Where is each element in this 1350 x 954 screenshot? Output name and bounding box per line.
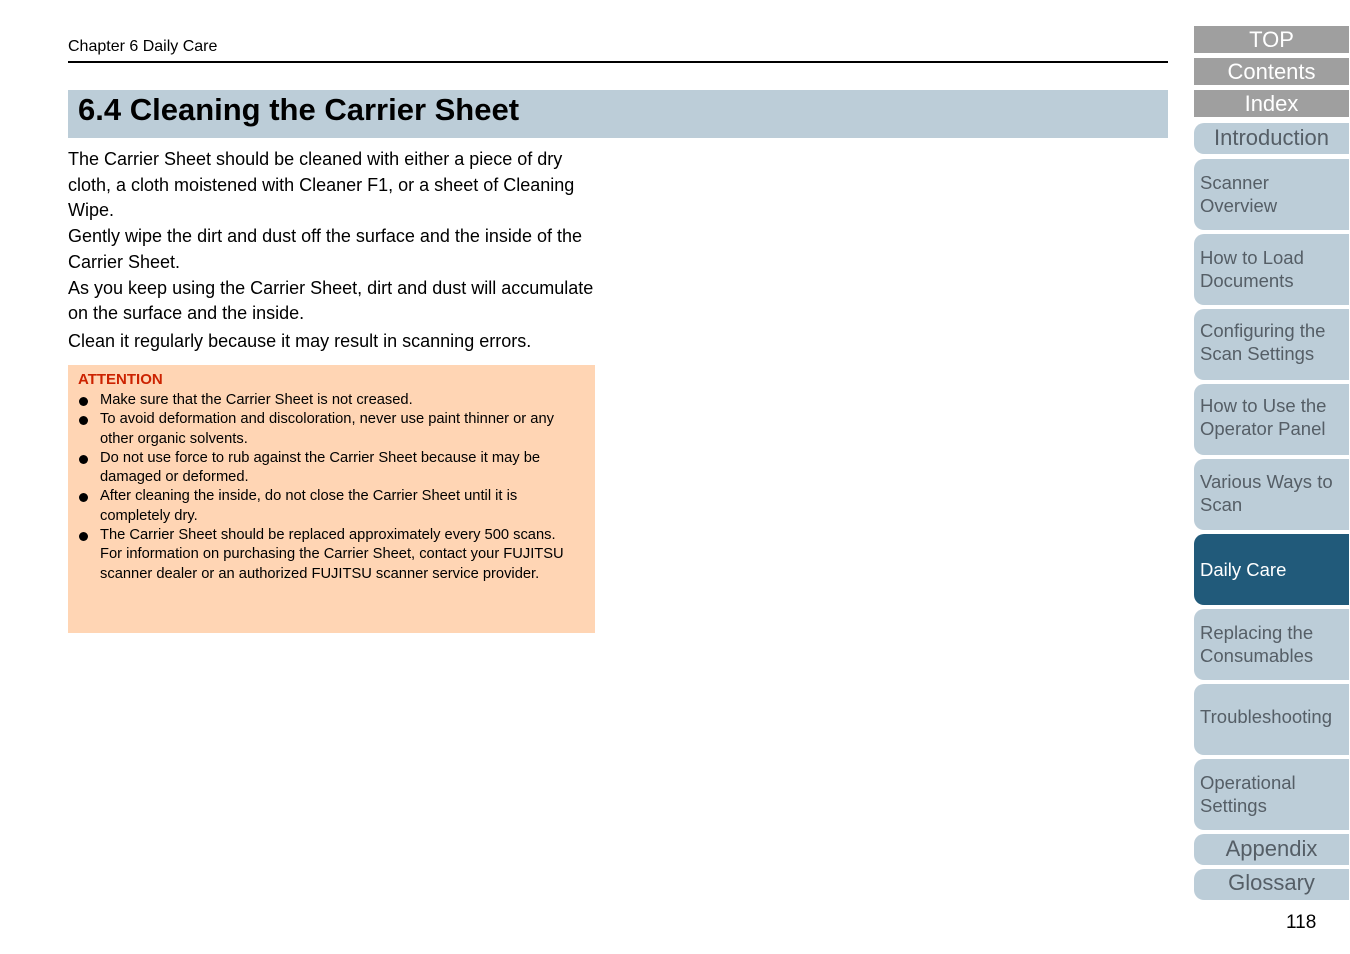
list-item <box>78 449 590 488</box>
body-paragraph: Clean it regularly because it may result in scanning errors. <box>68 330 532 351</box>
nav-tab-label: How to Load <box>1200 247 1304 268</box>
nav-contents-button[interactable]: Contents <box>1194 58 1349 85</box>
nav-tab-label: Scanner <box>1200 172 1269 193</box>
page-number: 118 <box>1286 912 1317 933</box>
nav-tab-operator-panel[interactable] <box>1194 384 1349 455</box>
attention-title: ATTENTION <box>78 371 163 388</box>
body-paragraph: As you keep using the Carrier Sheet, dirt and dust will accumulate on the surface and the inside. <box>68 277 594 324</box>
nav-tab-label: Overview <box>1200 195 1278 216</box>
bullet-icon <box>79 455 88 464</box>
list-item <box>78 391 590 410</box>
nav-tab-label: Configuring the <box>1200 320 1326 341</box>
nav-tab-label: Glossary <box>1228 870 1315 895</box>
list-item-text: The Carrier Sheet should be replaced approximately every 500 scans. <box>100 527 556 544</box>
nav-tab-label: Operator Panel <box>1200 418 1326 439</box>
body-paragraph: Gently wipe the dirt and dust off the surface and the inside of the Carrier Sheet. <box>68 226 582 272</box>
nav-tab-operational-settings[interactable] <box>1194 759 1349 830</box>
bullet-icon <box>79 416 88 425</box>
nav-tab-label: Documents <box>1200 270 1294 291</box>
section-title: 6.4 Cleaning the Carrier Sheet <box>78 92 520 127</box>
nav-tab-label: Replacing the <box>1200 622 1314 643</box>
list-item <box>78 410 590 449</box>
nav-tab-daily-care[interactable] <box>1194 534 1349 605</box>
attention-box <box>68 365 595 633</box>
nav-tab-label: Consumables <box>1200 645 1314 666</box>
list-item <box>78 526 590 584</box>
nav-tab-label: Scan Settings <box>1200 343 1315 364</box>
nav-tab-label: Appendix <box>1225 836 1318 861</box>
section-title-bar <box>68 90 1168 138</box>
nav-tab-replacing-consumables[interactable] <box>1194 609 1349 680</box>
nav-tab-label: Troubleshooting <box>1200 706 1332 727</box>
nav-tab-label: Operational <box>1200 772 1296 793</box>
nav-tab-troubleshooting[interactable] <box>1194 684 1349 755</box>
nav-top-button[interactable]: TOP <box>1194 26 1349 53</box>
nav-tab-label: Various Ways to <box>1200 471 1333 492</box>
nav-tab-various-ways-to-scan[interactable] <box>1194 459 1349 530</box>
nav-tab-label: Introduction <box>1214 125 1329 150</box>
nav-tab-scanner-overview[interactable] <box>1194 159 1349 230</box>
bullet-icon <box>79 532 88 541</box>
list-item-text: Do not use force to rub against the Carrier Sheet because it may be damaged or deformed. <box>100 449 541 486</box>
nav-tab-glossary[interactable] <box>1194 869 1349 900</box>
list-item-text: Make sure that the Carrier Sheet is not creased. <box>100 392 413 408</box>
list-item-text: After cleaning the inside, do not close the Carrier Sheet until it is completely dry. <box>100 488 518 524</box>
list-item-text: To avoid deformation and discoloration, never use paint thinner or any other organic solvents. <box>100 411 554 447</box>
bullet-icon <box>79 397 88 406</box>
nav-tab-label: Daily Care <box>1200 559 1287 580</box>
nav-tab-introduction[interactable] <box>1194 123 1349 154</box>
bullet-icon <box>79 493 88 502</box>
nav-tab-label: How to Use the <box>1200 395 1327 416</box>
attention-list <box>78 391 590 584</box>
body-paragraph: The Carrier Sheet should be cleaned with either a piece of dry cloth, a cloth moistened with Cleaner F1, or a sheet of Cleaning Wipe. <box>68 149 575 221</box>
chapter-header: Chapter 6 Daily Care <box>68 38 218 55</box>
nav-tab-configuring-scan-settings[interactable] <box>1194 309 1349 380</box>
list-item <box>78 487 590 526</box>
purchase-note: For information on purchasing the Carrier Sheet, contact your FUJITSU scanner dealer or an authorized FUJITSU scanner service provider. <box>100 546 564 582</box>
nav-tab-appendix[interactable] <box>1194 834 1349 865</box>
nav-tab-label: Scan <box>1200 494 1243 515</box>
nav-index-button[interactable]: Index <box>1194 90 1349 117</box>
nav-tab-label: Settings <box>1200 795 1267 816</box>
nav-tab-how-to-load-documents[interactable] <box>1194 234 1349 305</box>
body-text <box>68 147 603 355</box>
header-divider <box>68 61 1168 63</box>
